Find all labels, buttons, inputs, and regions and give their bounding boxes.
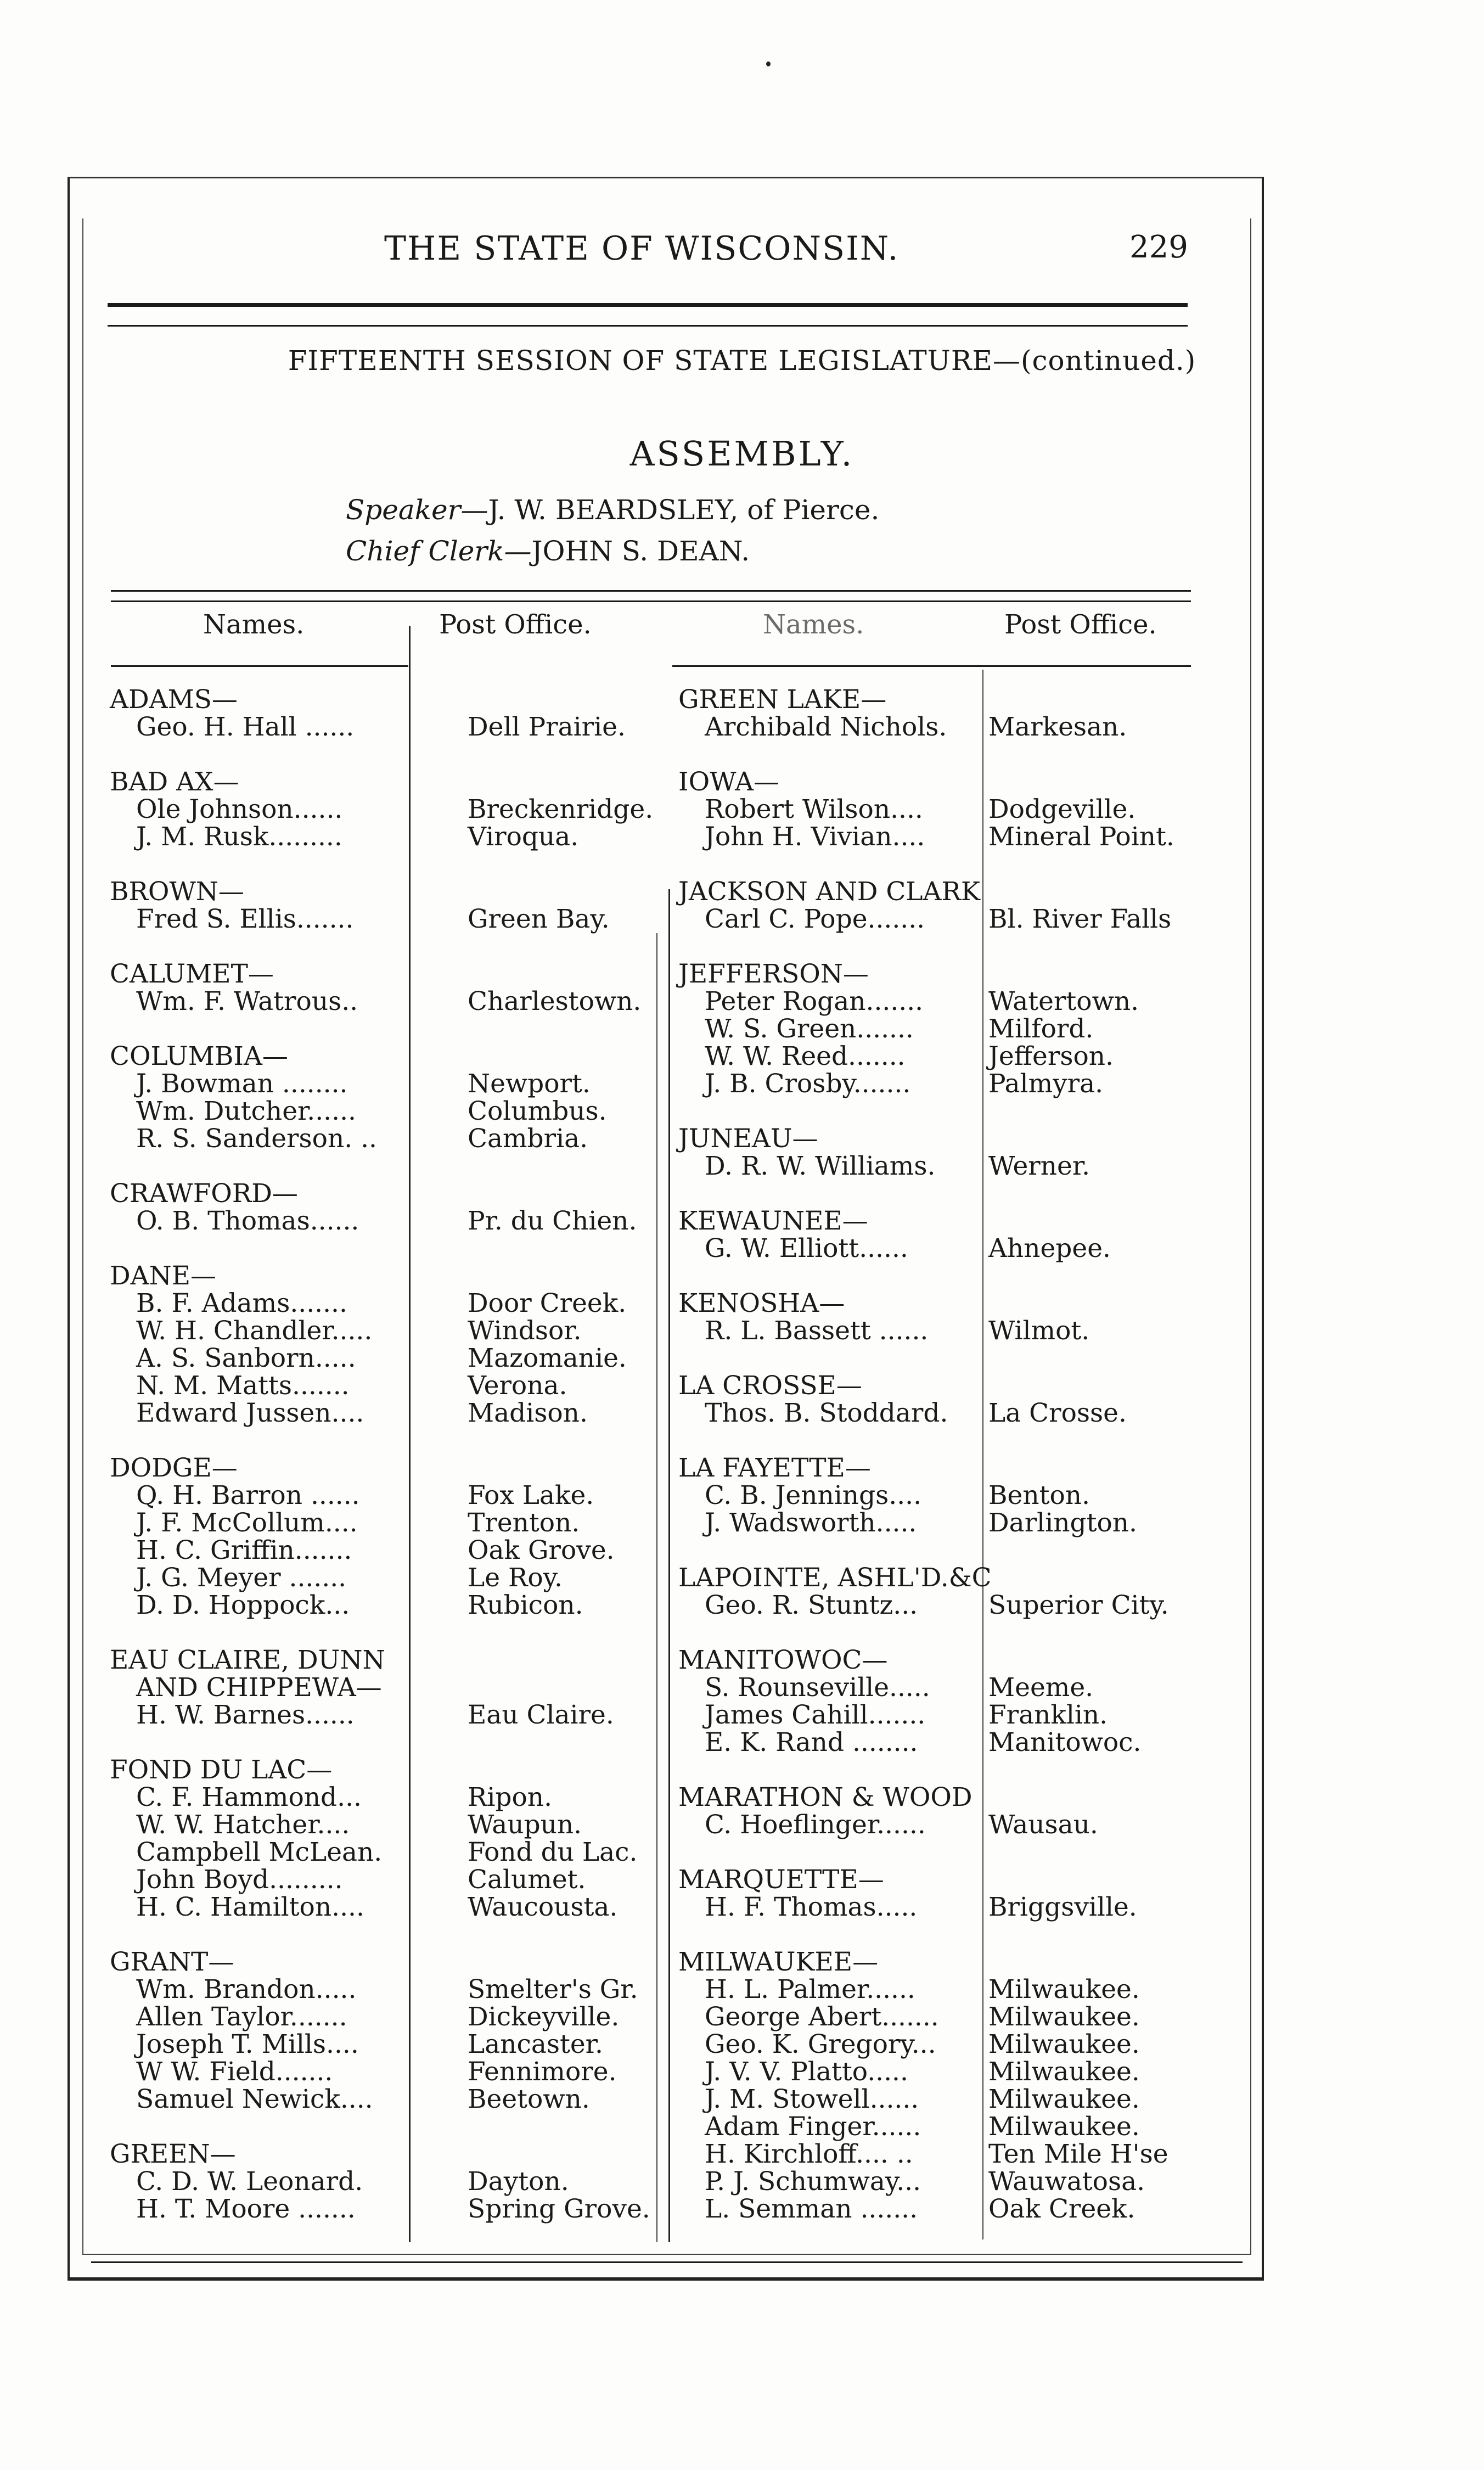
chief-clerk-role: Chief Clerk—: [346, 535, 532, 567]
member-name: C. B. Jennings....: [705, 1480, 922, 1511]
speaker-name: J. W. BEARDSLEY, of Pierce.: [488, 494, 880, 526]
member-row: [110, 2003, 659, 2031]
member-post-office: Milwaukee.: [988, 2112, 1140, 2142]
county-group: [110, 1756, 659, 1921]
member-row: [678, 2168, 1205, 2196]
member-name: E. K. Rand ........: [705, 1727, 918, 1758]
member-name: H. T. Moore .......: [136, 2194, 356, 2224]
county-name: MARATHON & WOOD: [678, 1782, 973, 1812]
member-row: [110, 1839, 659, 1866]
county-name: KEWAUNEE—: [678, 1206, 868, 1236]
member-post-office: Dickeyville.: [468, 2002, 620, 2032]
member-post-office: Milwaukee.: [988, 2002, 1140, 2032]
member-name: W. W. Hatcher....: [136, 1810, 350, 1840]
member-name: W. S. Green.......: [705, 1014, 914, 1044]
header-rule: [108, 303, 1188, 307]
county-group: [110, 1043, 659, 1153]
member-name: John H. Vivian....: [705, 822, 925, 852]
member-post-office: Eau Claire.: [468, 1700, 614, 1730]
member-name: Wm. Brandon.....: [136, 1974, 357, 2005]
member-post-office: Milwaukee.: [988, 2084, 1140, 2114]
member-name: R. S. Sanderson. ..: [136, 1124, 377, 1154]
county-group: [678, 1372, 1205, 1427]
member-post-office: Windsor.: [468, 1316, 582, 1346]
member-name: J. F. McCollum....: [136, 1508, 358, 1538]
member-row: [110, 796, 659, 823]
county-name: CALUMET—: [110, 959, 274, 989]
member-post-office: Watertown.: [988, 986, 1139, 1017]
county-group: [110, 961, 659, 1015]
county-group: [678, 1784, 1205, 1839]
member-name: Thos. B. Stoddard.: [705, 1398, 948, 1428]
member-name: W. W. Reed.......: [705, 1041, 906, 1071]
county-name: MILWAUKEE—: [678, 1947, 879, 1977]
member-row: [110, 1537, 659, 1564]
member-name: J. Bowman ........: [136, 1069, 348, 1099]
member-name: J. V. V. Platto.....: [705, 2057, 908, 2087]
county-name: ADAMS—: [110, 684, 238, 715]
member-post-office: Wilmot.: [988, 1316, 1090, 1346]
member-name: Adam Finger......: [705, 2112, 921, 2142]
running-title: THE STATE OF WISCONSIN.: [384, 229, 900, 268]
member-post-office: Fox Lake.: [468, 1480, 594, 1511]
member-row: [110, 906, 659, 933]
member-name: Geo. H. Hall ......: [136, 712, 355, 742]
member-name: Peter Rogan.......: [705, 986, 924, 1017]
member-name: Allen Taylor.......: [136, 2002, 347, 2032]
member-post-office: Meeme.: [988, 1672, 1094, 1703]
member-row: [110, 2168, 659, 2196]
member-post-office: Rubicon.: [468, 1590, 583, 1620]
member-row: [678, 2058, 1205, 2086]
member-row: [678, 1070, 1205, 1098]
member-name: H. W. Barnes......: [136, 1700, 355, 1730]
chief-clerk-line: [346, 535, 750, 567]
county-name: FOND DU LAC—: [110, 1755, 333, 1785]
member-name: Ole Johnson......: [136, 794, 343, 824]
member-name: H. C. Hamilton....: [136, 1892, 364, 1922]
county-name: MARQUETTE—: [678, 1865, 884, 1895]
member-post-office: Verona.: [468, 1371, 567, 1401]
member-name: H. Kirchloff.... ..: [705, 2139, 913, 2169]
member-row: [678, 1043, 1205, 1070]
member-post-office: Oak Grove.: [468, 1535, 615, 1565]
county-name: IOWA—: [678, 767, 780, 797]
right-column: [678, 686, 1205, 2250]
member-name: C. Hoeflinger......: [705, 1810, 926, 1840]
member-post-office: Pr. du Chien.: [468, 1206, 637, 1236]
member-post-office: Jefferson.: [988, 1041, 1114, 1071]
member-post-office: Door Creek.: [468, 1288, 627, 1318]
member-post-office: Milwaukee.: [988, 2029, 1140, 2059]
member-post-office: Franklin.: [988, 1700, 1108, 1730]
county-group: [110, 2141, 659, 2223]
member-row: [110, 1372, 659, 1400]
member-row: [678, 1509, 1205, 1537]
ink-speck: [766, 61, 771, 66]
col-header-po-right: Post Office.: [1004, 609, 1157, 640]
member-row: [110, 1345, 659, 1372]
member-name: H. F. Thomas.....: [705, 1892, 918, 1922]
col-header-rule-left: [111, 665, 408, 667]
member-name: Fred S. Ellis.......: [136, 904, 354, 934]
member-post-office: Oak Creek.: [988, 2194, 1136, 2224]
member-row: [110, 1208, 659, 1235]
county-group: [678, 1208, 1205, 1262]
member-row: [678, 1400, 1205, 1427]
member-post-office: Werner.: [988, 1151, 1090, 1181]
member-name: A. S. Sanborn.....: [136, 1343, 356, 1373]
county-group: [678, 1647, 1205, 1756]
table-top-rule-2: [111, 600, 1191, 602]
member-post-office: Ten Mile H'se: [988, 2139, 1168, 2169]
member-row: [110, 1482, 659, 1509]
member-name: Geo. R. Stuntz...: [705, 1590, 918, 1620]
county-name-cont: AND CHIPPEWA—: [136, 1672, 382, 1703]
county-name: DODGE—: [110, 1453, 238, 1483]
member-post-office: Ripon.: [468, 1782, 553, 1812]
page-number: 229: [1129, 229, 1188, 265]
member-post-office: Briggsville.: [988, 1892, 1137, 1922]
county-group: [678, 1564, 1205, 1619]
member-post-office: La Crosse.: [988, 1398, 1127, 1428]
member-post-office: Fennimore.: [468, 2057, 617, 2087]
county-group: [110, 1949, 659, 2113]
member-name: B. F. Adams.......: [136, 1288, 347, 1318]
county-group: [110, 878, 659, 933]
member-post-office: Benton.: [988, 1480, 1090, 1511]
member-row: [110, 2196, 659, 2223]
county-name: BAD AX—: [110, 767, 239, 797]
county-name: CRAWFORD—: [110, 1178, 298, 1209]
member-name: Q. H. Barron ......: [136, 1480, 360, 1511]
col-header-rule-right: [672, 665, 1191, 667]
member-row: [110, 1866, 659, 1894]
member-post-office: Wausau.: [988, 1810, 1098, 1840]
member-row: [110, 1125, 659, 1153]
member-post-office: Green Bay.: [468, 904, 610, 934]
member-row: [110, 2031, 659, 2058]
member-name: James Cahill.......: [705, 1700, 926, 1730]
col-header-names-left: Names.: [203, 609, 305, 640]
county-group: [678, 1949, 1205, 2223]
county-name: DANE—: [110, 1261, 217, 1291]
member-post-office: Viroqua.: [468, 822, 579, 852]
member-post-office: Wauwatosa.: [988, 2166, 1145, 2197]
member-row: [678, 2003, 1205, 2031]
member-row: [678, 1153, 1205, 1180]
member-row: [678, 1015, 1205, 1043]
member-name: J. M. Stowell......: [705, 2084, 919, 2114]
member-row: [110, 823, 659, 851]
county-group: [678, 686, 1205, 741]
member-row: [678, 714, 1205, 741]
member-row: [110, 1317, 659, 1345]
member-post-office: Waucousta.: [468, 1892, 618, 1922]
member-post-office: Mineral Point.: [988, 822, 1174, 852]
member-name: W W. Field.......: [136, 2057, 333, 2087]
session-title: FIFTEENTH SESSION OF STATE LEGISLATURE—(continued.): [288, 345, 1196, 377]
member-row: [110, 1564, 659, 1592]
county-name: GREEN LAKE—: [678, 684, 887, 715]
member-row: [110, 1811, 659, 1839]
member-row: [110, 1784, 659, 1811]
table-top-rule: [111, 590, 1191, 592]
member-name: J. B. Crosby.......: [705, 1069, 911, 1099]
col-header-names-right: Names.: [763, 609, 864, 640]
member-row: [110, 1290, 659, 1317]
county-name: JUNEAU—: [678, 1124, 818, 1154]
member-row: [678, 2196, 1205, 2223]
county-group: [110, 686, 659, 741]
county-group: [678, 1866, 1205, 1921]
member-row: [678, 796, 1205, 823]
member-name: D. R. W. Williams.: [705, 1151, 936, 1181]
member-name: D. D. Hoppock...: [136, 1590, 350, 1620]
member-post-office: Dayton.: [468, 2166, 569, 2197]
member-post-office: Madison.: [468, 1398, 588, 1428]
member-post-office: Charlestown.: [468, 986, 642, 1017]
member-name: N. M. Matts.......: [136, 1371, 350, 1401]
member-row: [678, 2031, 1205, 2058]
member-row: [110, 1070, 659, 1098]
county-group: [110, 1180, 659, 1235]
header-rule-thin: [108, 325, 1188, 327]
county-group: [678, 1290, 1205, 1345]
footer-rule: [91, 2261, 1243, 2263]
member-row: [678, 1592, 1205, 1619]
member-name: Archibald Nichols.: [705, 712, 947, 742]
county-name: EAU CLAIRE, DUNN: [110, 1645, 385, 1675]
left-column: [110, 686, 659, 2250]
member-name: J. G. Meyer .......: [136, 1563, 347, 1593]
member-name: Wm. F. Watrous..: [136, 986, 358, 1017]
member-row: [678, 2086, 1205, 2113]
member-post-office: Mazomanie.: [468, 1343, 627, 1373]
member-name: Samuel Newick....: [136, 2084, 373, 2114]
member-post-office: Smelter's Gr.: [468, 1974, 638, 2005]
member-name: J. Wadsworth.....: [705, 1508, 917, 1538]
member-post-office: Palmyra.: [988, 1069, 1104, 1099]
member-name: S. Rounseville.....: [705, 1672, 930, 1703]
county-group: [110, 1455, 659, 1619]
member-row: [678, 823, 1205, 851]
member-name: Campbell McLean.: [136, 1837, 383, 1867]
member-row: [110, 1400, 659, 1427]
member-name: Edward Jussen....: [136, 1398, 364, 1428]
county-name: MANITOWOC—: [678, 1645, 888, 1675]
member-name: Carl C. Pope.......: [705, 904, 925, 934]
county-group: [678, 961, 1205, 1098]
member-post-office: Milwaukee.: [988, 1974, 1140, 2005]
member-name: P. J. Schumway...: [705, 2166, 921, 2197]
member-row: [678, 2113, 1205, 2141]
member-post-office: Bl. River Falls: [988, 904, 1172, 934]
member-post-office: Waupun.: [468, 1810, 582, 1840]
member-post-office: Dodgeville.: [988, 794, 1136, 824]
county-group: [110, 1647, 659, 1729]
member-name: G. W. Elliott......: [705, 1233, 908, 1264]
member-post-office: Trenton.: [468, 1508, 580, 1538]
county-name: JACKSON AND CLARK: [678, 877, 980, 907]
member-row: [110, 1509, 659, 1537]
county-group: [678, 1455, 1205, 1537]
member-post-office: Dell Prairie.: [468, 712, 626, 742]
member-row: [110, 1894, 659, 1921]
divider-center: [668, 889, 670, 2242]
speaker-role: Speaker—: [346, 494, 488, 526]
member-row: [110, 2086, 659, 2113]
member-name: H. C. Griffin.......: [136, 1535, 352, 1565]
member-row: [110, 2058, 659, 2086]
member-row: [678, 1674, 1205, 1702]
member-row: [678, 1702, 1205, 1729]
county-name: LA FAYETTE—: [678, 1453, 871, 1483]
member-row: [678, 1235, 1205, 1262]
member-post-office: Darlington.: [988, 1508, 1137, 1538]
county-group: [678, 878, 1205, 933]
member-row: [110, 1592, 659, 1619]
member-row: [110, 1976, 659, 2003]
member-name: Robert Wilson....: [705, 794, 923, 824]
county-group: [110, 1262, 659, 1427]
county-name: GRANT—: [110, 1947, 234, 1977]
member-name: O. B. Thomas......: [136, 1206, 359, 1236]
member-post-office: Breckenridge.: [468, 794, 654, 824]
speaker-line: [346, 494, 879, 526]
member-name: C. D. W. Leonard.: [136, 2166, 363, 2197]
member-name: Geo. K. Gregory...: [705, 2029, 936, 2059]
county-name: COLUMBIA—: [110, 1041, 288, 1071]
member-post-office: Calumet.: [468, 1865, 586, 1895]
member-row: [678, 1811, 1205, 1839]
county-name: KENOSHA—: [678, 1288, 845, 1318]
member-row: [110, 988, 659, 1015]
member-name: George Abert.......: [705, 2002, 939, 2032]
member-row: [678, 1317, 1205, 1345]
county-name: BROWN—: [110, 877, 244, 907]
chief-clerk-name: JOHN S. DEAN.: [531, 535, 750, 567]
member-row: [110, 714, 659, 741]
member-post-office: Columbus.: [468, 1096, 607, 1126]
member-post-office: Le Roy.: [468, 1563, 563, 1593]
county-name: GREEN—: [110, 2139, 236, 2169]
county-group: [678, 1125, 1205, 1180]
member-name: L. Semman .......: [705, 2194, 918, 2224]
member-name: H. L. Palmer......: [705, 1974, 915, 2005]
member-name: Wm. Dutcher......: [136, 1096, 356, 1126]
member-name: W. H. Chandler.....: [136, 1316, 373, 1346]
member-post-office: Spring Grove.: [468, 2194, 650, 2224]
assembly-title: ASSEMBLY.: [629, 434, 855, 474]
member-post-office: Beetown.: [468, 2084, 590, 2114]
member-post-office: Cambria.: [468, 1124, 588, 1154]
county-name: LA CROSSE—: [678, 1371, 862, 1401]
member-row: [678, 1894, 1205, 1921]
county-group: [110, 768, 659, 851]
member-post-office: Milwaukee.: [988, 2057, 1140, 2087]
member-row: [678, 2141, 1205, 2168]
member-post-office: Markesan.: [988, 712, 1127, 742]
member-post-office: Manitowoc.: [988, 1727, 1142, 1758]
member-post-office: Superior City.: [988, 1590, 1169, 1620]
member-row: [678, 1482, 1205, 1509]
member-name: John Boyd.........: [136, 1865, 343, 1895]
member-row: [110, 1098, 659, 1125]
member-row: [678, 988, 1205, 1015]
member-name: Joseph T. Mills....: [136, 2029, 359, 2059]
member-row: [678, 1976, 1205, 2003]
col-header-po-left: Post Office.: [439, 609, 592, 640]
member-name: J. M. Rusk.........: [136, 822, 342, 852]
member-row: [678, 1729, 1205, 1756]
member-post-office: Lancaster.: [468, 2029, 603, 2059]
member-post-office: Ahnepee.: [988, 1233, 1111, 1264]
member-row: [678, 906, 1205, 933]
member-row: [110, 1702, 659, 1729]
member-post-office: Fond du Lac.: [468, 1837, 638, 1867]
county-group: [678, 768, 1205, 851]
county-name: JEFFERSON—: [678, 959, 869, 989]
member-post-office: Milford.: [988, 1014, 1094, 1044]
member-name: C. F. Hammond...: [136, 1782, 362, 1812]
member-post-office: Newport.: [468, 1069, 591, 1099]
member-name: R. L. Bassett ......: [705, 1316, 929, 1346]
county-name: LAPOINTE, ASHL'D.&C: [678, 1563, 992, 1593]
